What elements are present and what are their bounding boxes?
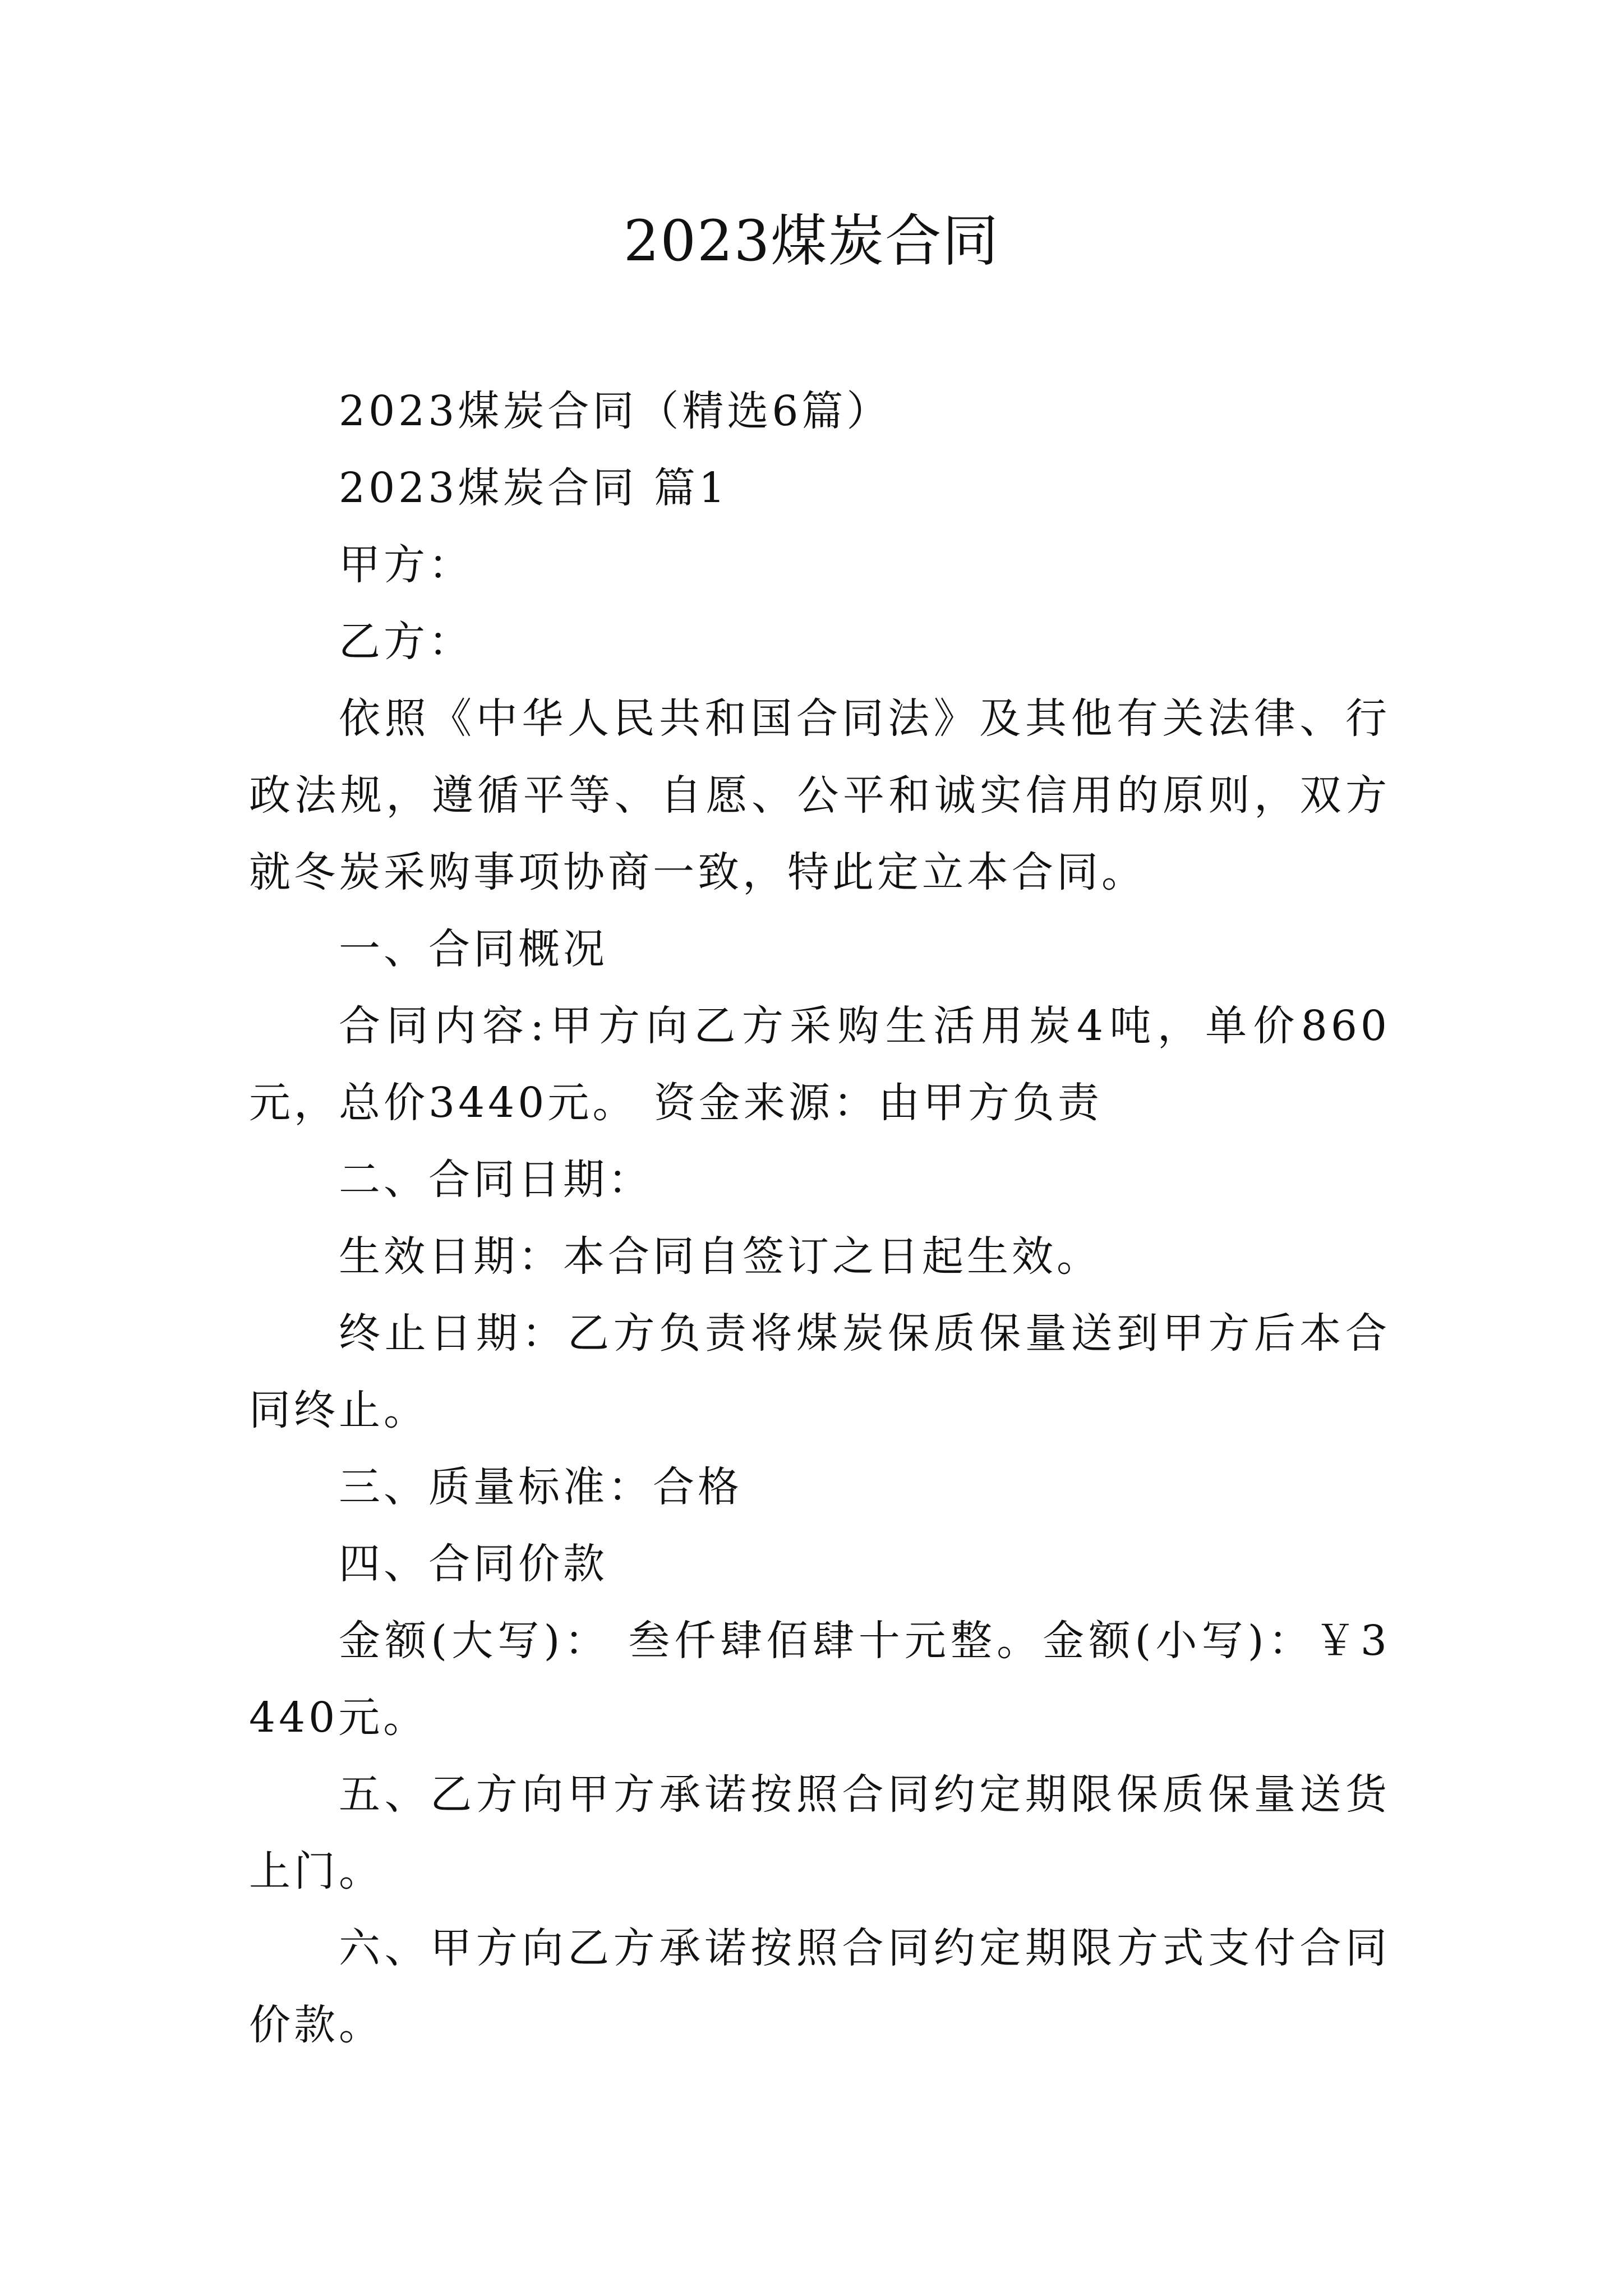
paragraph-price-heading: 四、合同价款 [339,1540,608,1588]
paragraph-termination-date: 终止日期：乙方负责将煤炭保质保量送到甲方后本合同终止。 [249,1309,1390,1434]
paragraph-subtitle: 2023煤炭合同（精选6篇） [339,387,892,435]
paragraph-preamble: 依照《中华人民共和国合同法》及其他有关法律、行政法规，遵循平等、自愿、公平和诚实信用的原则，双方就冬炭采购事项协商一致，特此定立本合同。 [249,694,1390,896]
paragraph-clause-six: 六、甲方向乙方承诺按照合同约定期限方式支付合同价款。 [249,1924,1390,2049]
paragraph-contract-content: 合同内容:甲方向乙方采购生活用炭4吨，单价860元，总价3440元。 资金来源：由甲方负责 [249,1002,1390,1127]
paragraph-section-heading: 2023煤炭合同 篇1 [339,464,728,512]
document-body [249,373,1390,2064]
paragraph-effective-date: 生效日期：本合同自签订之日起生效。 [339,1232,1101,1281]
document-title: 2023煤炭合同 [623,208,1000,274]
paragraph-dates-heading: 二、合同日期： [339,1156,653,1204]
paragraph-party-a: 甲方： [339,541,473,589]
paragraph-clause-five: 五、乙方向甲方承诺按照合同约定期限保质保量送货上门。 [249,1770,1390,1895]
paragraph-quality-standard: 三、质量标准：合格 [339,1463,743,1511]
paragraph-amount: 金额(大写)： 叁仟肆佰肆十元整。金额(小写)：￥3440元。 [249,1617,1390,1742]
paragraph-party-b: 乙方： [339,618,473,666]
paragraph-overview-heading: 一、合同概况 [339,925,608,973]
